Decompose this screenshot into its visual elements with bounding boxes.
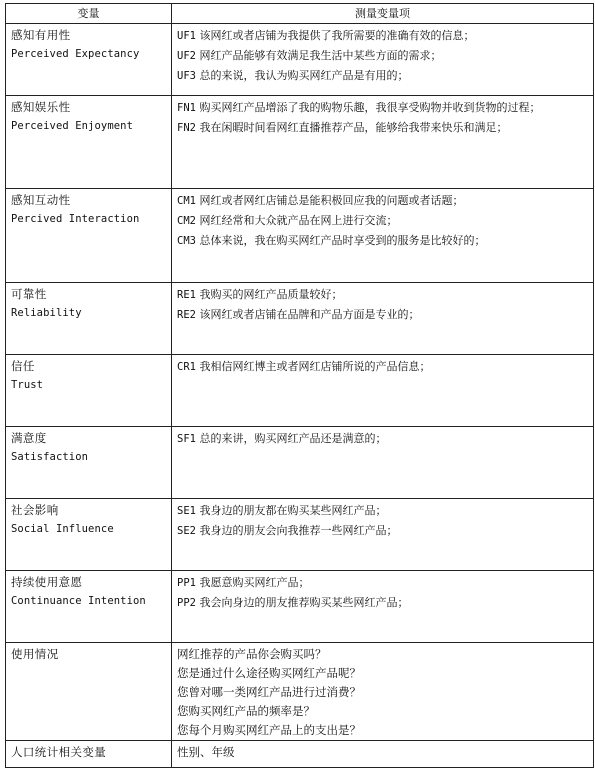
table-row (6, 643, 594, 741)
measure-items-cell (172, 741, 594, 768)
table-row (6, 355, 594, 427)
item-text: 您购买网红产品的频率是？ (177, 704, 315, 718)
table-row (6, 427, 594, 499)
item-text: 总的来说，我认为购买网红产品是有用的； (199, 69, 409, 82)
measure-item (177, 702, 589, 721)
item-text: 我相信网红博主或者网红店铺所说的产品信息； (199, 360, 431, 373)
item-text: 我在闲暇时间看网红直播推荐产品，能够给我带来快乐和满足； (199, 121, 508, 134)
measure-item (177, 721, 589, 740)
item-text: 网红或者网红店铺总是能积极回应我的问题或者话题； (199, 194, 464, 207)
measure-item (177, 98, 589, 118)
variable-cell (6, 571, 172, 643)
measure-item (177, 46, 589, 66)
header-variable: 变量 (6, 4, 172, 24)
item-code: PP1 (177, 577, 196, 589)
item-text: 我身边的朋友会向我推荐一些网红产品； (199, 524, 398, 537)
variable-cell (6, 283, 172, 355)
measure-items-cell (172, 283, 594, 355)
item-code: CM2 (177, 215, 196, 227)
item-code: SE1 (177, 505, 196, 517)
measure-item (177, 501, 589, 521)
item-code: CM1 (177, 195, 196, 207)
item-text: 网红推荐的产品你会购买吗？ (177, 647, 327, 661)
table-row (6, 96, 594, 189)
item-code: UF2 (177, 50, 196, 62)
measurement-table (5, 3, 594, 768)
item-code: UF3 (177, 70, 196, 82)
variable-name-en: Social Influence (11, 523, 114, 535)
measure-item (177, 231, 589, 251)
measure-items-cell (172, 24, 594, 96)
measure-item (177, 743, 589, 762)
variable-name-cn: 信任 (11, 359, 35, 373)
item-text: 我愿意购买网红产品； (199, 576, 310, 589)
variable-name-en: Percived Interaction (11, 213, 140, 225)
item-text: 性别、年级 (177, 745, 235, 759)
variable-name-en: Perceived Expectancy (11, 48, 140, 60)
item-code: RE1 (177, 289, 196, 301)
item-code: FN1 (177, 102, 196, 114)
variable-name-cn: 感知娱乐性 (11, 100, 71, 114)
item-text: 购买网红产品增添了我的购物乐趣，我很享受购物并收到货物的过程； (199, 101, 541, 114)
item-text: 该网红或者店铺为我提供了我所需要的准确有效的信息； (199, 29, 475, 42)
variable-cell (6, 643, 172, 741)
variable-name-en: Perceived Enjoyment (11, 120, 134, 132)
measure-item (177, 305, 589, 325)
variable-name-en: Satisfaction (11, 451, 89, 463)
table-row (6, 571, 594, 643)
variable-cell (6, 355, 172, 427)
measure-items-cell (172, 499, 594, 571)
measure-item (177, 191, 589, 211)
item-code: CM3 (177, 235, 196, 247)
variable-name-cn: 可靠性 (11, 287, 47, 301)
variable-cell (6, 189, 172, 283)
item-code: SF1 (177, 433, 196, 445)
header-measure-items: 测量变量项 (172, 4, 594, 24)
measure-items-cell (172, 643, 594, 741)
item-text: 我购买的网红产品质量较好； (199, 288, 343, 301)
table-row (6, 499, 594, 571)
item-code: RE2 (177, 309, 196, 321)
measure-item (177, 683, 589, 702)
variable-name-cn: 使用情况 (11, 647, 59, 661)
item-code: PP2 (177, 597, 196, 609)
table-row (6, 741, 594, 768)
item-text: 您是通过什么途径购买网红产品呢？ (177, 666, 361, 680)
variable-cell (6, 499, 172, 571)
item-text: 您每个月购买网红产品上的支出是？ (177, 723, 361, 737)
measure-item (177, 211, 589, 231)
item-code: UF1 (177, 30, 196, 42)
table-header-row (6, 4, 594, 24)
measure-item (177, 66, 589, 86)
variable-name-cn: 持续使用意愿 (11, 575, 83, 589)
measure-items-cell (172, 427, 594, 499)
item-text: 网红产品能够有效满足我生活中某些方面的需求； (199, 49, 442, 62)
measure-item (177, 573, 589, 593)
item-code: FN2 (177, 122, 196, 134)
table-row (6, 189, 594, 283)
measure-item (177, 429, 589, 449)
variable-name-en: Trust (11, 379, 44, 391)
variable-name-cn: 人口统计相关变量 (11, 745, 107, 759)
table-row (6, 24, 594, 96)
measure-items-cell (172, 189, 594, 283)
variable-cell (6, 427, 172, 499)
variable-cell (6, 24, 172, 96)
item-text: 该网红或者店铺在品牌和产品方面是专业的； (199, 308, 420, 321)
measure-item (177, 593, 589, 613)
measure-item (177, 357, 589, 377)
variable-name-cn: 感知有用性 (11, 28, 71, 42)
measure-items-cell (172, 355, 594, 427)
measure-item (177, 285, 589, 305)
item-text: 您曾对哪一类网红产品进行过消费？ (177, 685, 361, 699)
item-text: 网红经常和大众就产品在网上进行交流； (199, 214, 398, 227)
variable-cell (6, 96, 172, 189)
measure-items-cell (172, 96, 594, 189)
item-text: 我会向身边的朋友推荐购买某些网红产品； (199, 596, 409, 609)
item-text: 总体来说，我在购买网红产品时享受到的服务是比较好的； (199, 234, 486, 247)
variable-name-en: Reliability (11, 307, 82, 319)
measure-item (177, 521, 589, 541)
variable-cell (6, 741, 172, 768)
item-code: CR1 (177, 361, 196, 373)
variable-name-cn: 感知互动性 (11, 193, 71, 207)
variable-name-cn: 满意度 (11, 431, 47, 445)
variable-name-cn: 社会影响 (11, 503, 59, 517)
item-text: 总的来讲，购买网红产品还是满意的； (199, 432, 387, 445)
item-code: SE2 (177, 525, 196, 537)
measure-item (177, 664, 589, 683)
measure-item (177, 26, 589, 46)
measure-items-cell (172, 571, 594, 643)
measure-item (177, 645, 589, 664)
measure-item (177, 118, 589, 138)
table-row (6, 283, 594, 355)
item-text: 我身边的朋友都在购买某些网红产品； (199, 504, 387, 517)
variable-name-en: Continuance Intention (11, 595, 146, 607)
